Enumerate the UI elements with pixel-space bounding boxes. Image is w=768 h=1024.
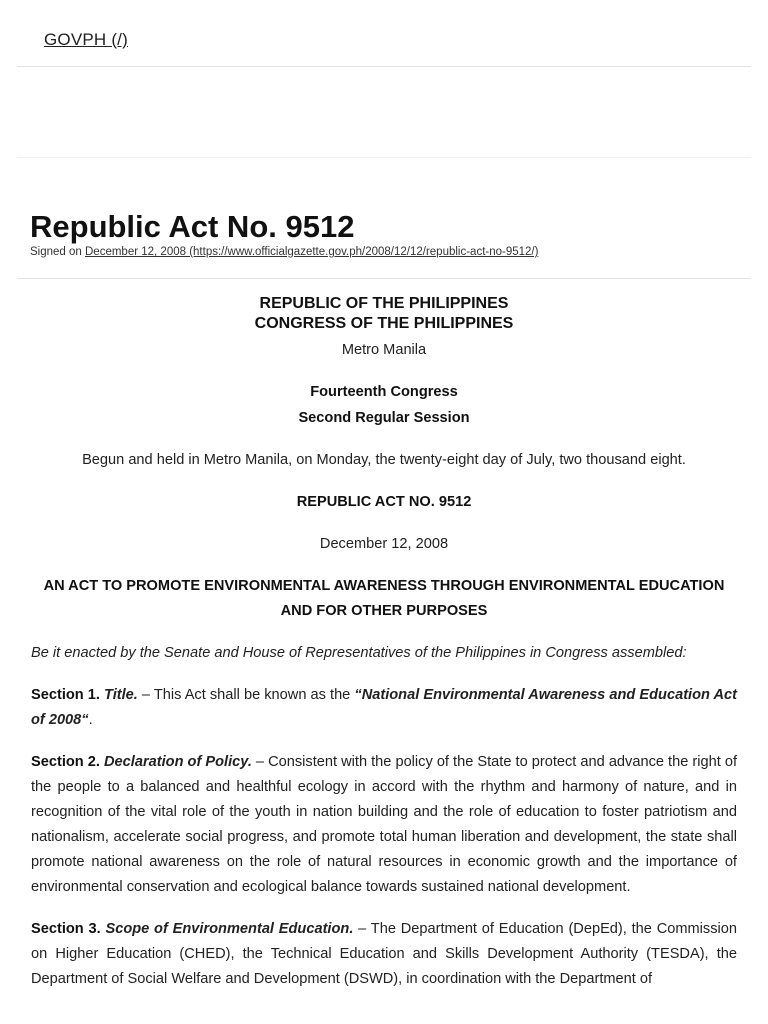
act-title: AN ACT TO PROMOTE ENVIRONMENTAL AWARENESS THROUGH ENVIRONMENTAL EDUCATION AND FOR OTHER PURPOSES (43, 578, 725, 619)
top-navigation-bar (17, 0, 751, 67)
section-label: Section 2. (31, 754, 100, 770)
section-heading: Declaration of Policy. (104, 754, 252, 770)
section-text: – Consistent with the policy of the State to protect and advance the right of the people to a balanced and healthful ecology in accord with the rhythm and harmony of nature, and in recognition of the vital role of the youth in nation building and the role of education to foster patriotism and nationalism, accelerate social progress, and promote total human liberation and development, the state shall promote national awareness on the role of natural resources in economic growth and the importance of environmental conservation and ecological balance towards sustained national development. (31, 754, 738, 895)
enacting-clause: Be it enacted by the Senate and House of Representatives of the Philippines in Congress assembled: (31, 645, 687, 661)
signed-date-link[interactable]: December 12, 2008 (https://www.officialgazette.gov.ph/2008/12/12/republic-act-no-9512/) (85, 246, 539, 258)
congress-heading: CONGRESS OF THE PHILIPPINES (254, 315, 514, 332)
section-2 (31, 750, 737, 900)
section-heading: Scope of Environmental Education. (105, 921, 354, 937)
article-header (30, 206, 740, 258)
document-body (31, 294, 737, 992)
section-3 (31, 917, 737, 992)
header-divider (17, 278, 751, 279)
section-label: Section 1. (31, 687, 100, 703)
signed-prefix: Signed on (30, 246, 85, 258)
signed-line (30, 246, 740, 258)
congress-number: Fourteenth Congress (310, 384, 458, 400)
section-text: – This Act shall be known as the (137, 687, 355, 703)
section-end: . (88, 712, 93, 728)
section-quote: “National Environmental Awareness and Education Act of 2008“ (31, 687, 737, 728)
begun-line: Begun and held in Metro Manila, on Monday, the twenty-eight day of July, two thousand eight. (82, 452, 686, 468)
act-date: December 12, 2008 (319, 536, 449, 552)
republic-heading: REPUBLIC OF THE PHILIPPINES (259, 295, 509, 312)
govph-home-link[interactable]: GOVPH (/) (44, 30, 128, 49)
place-line: Metro Manila (341, 342, 427, 358)
section-text: – The Department of Education (DepEd), the Commission on Higher Education (CHED), the Technical Education and Skills Development Authority (TESDA), the Department of Social Welfare and Development (DSWD), in coordination with the Department of (31, 921, 737, 987)
section-1 (31, 683, 737, 733)
banner-area (17, 67, 751, 158)
section-label: Section 3. (31, 921, 101, 937)
page-title: Republic Act No. 9512 (30, 209, 355, 244)
section-heading: Title. (104, 687, 138, 703)
act-number: REPUBLIC ACT NO. 9512 (296, 494, 472, 510)
session-line: Second Regular Session (298, 410, 470, 426)
